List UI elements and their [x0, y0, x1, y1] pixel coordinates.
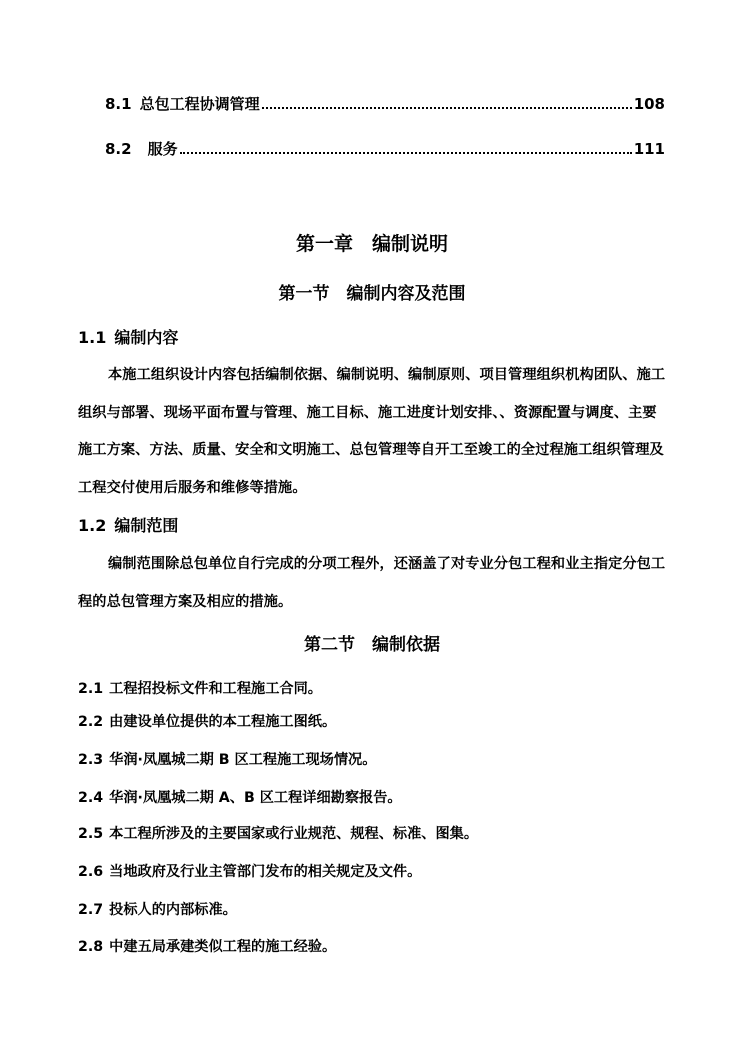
list-item-number: 2.6: [78, 864, 104, 880]
list-item: [78, 787, 402, 807]
chapter-title: 第一章 编制说明: [295, 233, 448, 255]
list-item-text: 投标人的内部标准。: [109, 902, 237, 918]
list-item-number: 2.4: [78, 790, 104, 806]
list-item-text: 由建设单位提供的本工程施工图纸。: [109, 714, 337, 730]
list-item-text: 本工程所涉及的主要国家或行业规范、规程、标准、图集。: [109, 826, 479, 842]
toc-title: 服务: [147, 140, 178, 158]
list-item: [78, 936, 336, 956]
subsection-title: 编制范围: [114, 516, 179, 535]
list-item-number: 2.3: [78, 752, 104, 768]
list-item-text: 华润·凤凰城二期 B 区工程施工现场情况。: [109, 752, 377, 768]
subsection-number: 1.2: [78, 516, 107, 535]
toc-leader-dots: [180, 152, 632, 154]
subsection-heading: [78, 325, 178, 348]
list-item-number: 2.5: [78, 826, 104, 842]
toc-number: 8.2: [105, 140, 132, 158]
list-item-number: 2.2: [78, 714, 104, 730]
section-title: 第一节 编制内容及范围: [278, 284, 466, 304]
toc-title: 总包工程协调管理: [139, 95, 260, 113]
list-item-text: 工程招投标文件和工程施工合同。: [109, 681, 322, 697]
list-item-number: 2.7: [78, 902, 104, 918]
subsection-heading: [78, 513, 178, 536]
list-item: [78, 899, 237, 919]
paragraph: 编制范围除总包单位自行完成的分项工程外，还涵盖了对专业分包工程和业主指定分包工程的总包管理方案及相应的措施。: [78, 556, 666, 610]
list-item-text: 华润·凤凰城二期 A、B 区工程详细勘察报告。: [109, 790, 402, 806]
subsection-number: 1.1: [78, 328, 107, 347]
section-title: 第二节 编制依据: [304, 635, 440, 655]
list-item: [78, 678, 322, 698]
toc-number: 8.1: [105, 95, 132, 113]
list-item-text: 当地政府及行业主管部门发布的相关规定及文件。: [109, 864, 422, 880]
list-item: [78, 749, 376, 769]
list-item-text: 中建五局承建类似工程的施工经验。: [109, 939, 337, 955]
list-item: [78, 823, 478, 843]
list-item: [78, 861, 421, 881]
list-item: [78, 711, 336, 731]
toc-page-number: 111: [633, 140, 665, 158]
toc-entry[interactable]: [105, 93, 665, 117]
paragraph: 本施工组织设计内容包括编制依据、编制说明、编制原则、项目管理组织机构团队、施工组织与部署、现场平面布置与管理、施工目标、施工进度计划安排、、资源配置与调度、主要施工方案、方法、质量、安全和文明施工、总包管理等自开工至竣工的全过程施工组织管理及工程交付使用后服务和维修等措施。: [78, 367, 666, 496]
toc-leader-dots: [262, 107, 632, 109]
subsection-title: 编制内容: [114, 328, 179, 347]
list-item-number: 2.8: [78, 939, 104, 955]
toc-page-number: 108: [633, 95, 665, 113]
toc-entry[interactable]: [105, 138, 665, 162]
list-item-number: 2.1: [78, 681, 104, 697]
